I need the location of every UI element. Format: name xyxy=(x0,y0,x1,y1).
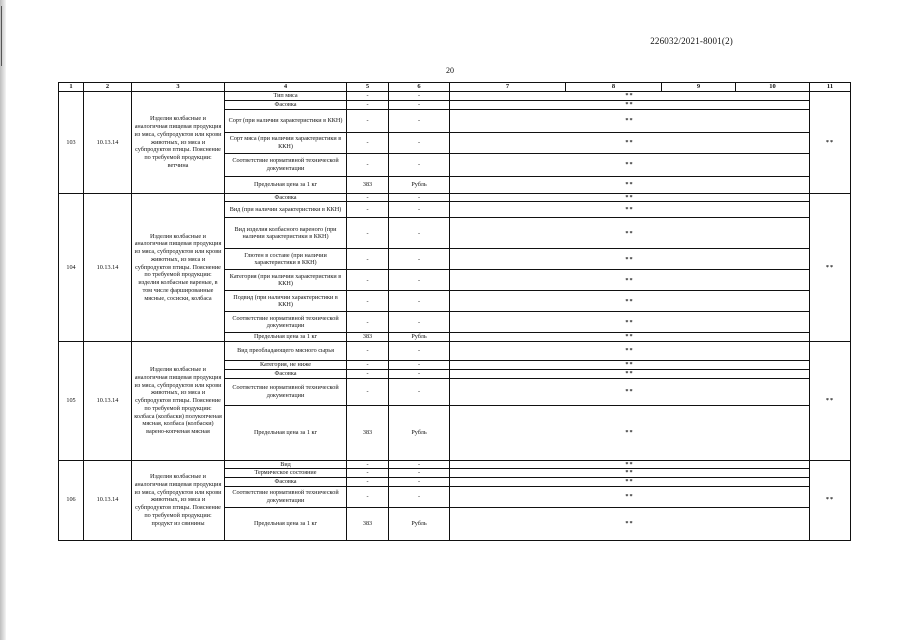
procurement-table xyxy=(58,82,851,541)
characteristic-name: Фасовка xyxy=(225,478,347,487)
col11-cell: ** xyxy=(810,460,851,540)
characteristic-value: - xyxy=(347,291,389,312)
okpd-code: 10.13.14 xyxy=(84,342,132,461)
merged-cols-7-10: ** xyxy=(450,369,810,378)
characteristic-name: Категория (при наличии характеристики в ККН) xyxy=(225,270,347,291)
unit-cell: - xyxy=(389,478,450,487)
characteristic-name: Термическое состояние xyxy=(225,469,347,478)
item-name: Изделия колбасные и аналогичная пищевая продукция из мяса, субпродуктов или крови животных, из мяса и субпродуктов птицы. Пояснение по требуемой продукции: продукт из свинины xyxy=(132,460,225,540)
characteristic-value: - xyxy=(347,469,389,478)
column-header: 4 xyxy=(225,83,347,92)
unit-cell: - xyxy=(389,291,450,312)
characteristic-name: Соответствие нормативной технической документации xyxy=(225,153,347,176)
page-number: 20 xyxy=(446,66,454,75)
column-header: 8 xyxy=(566,83,662,92)
merged-cols-7-10: ** xyxy=(450,333,810,342)
unit-cell: - xyxy=(389,100,450,109)
characteristic-value: - xyxy=(347,218,389,249)
unit-cell: - xyxy=(389,361,450,370)
item-name: Изделия колбасные и аналогичная пищевая продукция из мяса, субпродуктов или крови животных, из мяса и субпродуктов птицы. Пояснение по требуемой продукции: ветчина xyxy=(132,92,225,194)
merged-cols-7-10: ** xyxy=(450,92,810,101)
unit-cell: Рубль xyxy=(389,405,450,460)
characteristic-value: - xyxy=(347,249,389,270)
unit-cell: - xyxy=(389,202,450,218)
unit-cell: - xyxy=(389,193,450,202)
merged-cols-7-10: ** xyxy=(450,469,810,478)
unit-cell: - xyxy=(389,92,450,101)
characteristic-name: Вид изделия колбасного вареного (при наличии характеристики в ККН) xyxy=(225,218,347,249)
merged-cols-7-10: ** xyxy=(450,478,810,487)
characteristic-value: - xyxy=(347,202,389,218)
characteristic-value: - xyxy=(347,132,389,153)
merged-cols-7-10: ** xyxy=(450,193,810,202)
unit-cell: Рубль xyxy=(389,176,450,193)
merged-cols-7-10: ** xyxy=(450,153,810,176)
merged-cols-7-10: ** xyxy=(450,405,810,460)
table-row xyxy=(59,342,851,361)
characteristic-value: - xyxy=(347,109,389,132)
characteristic-name: Вид преобладающего мясного сырья xyxy=(225,342,347,361)
column-header: 5 xyxy=(347,83,389,92)
scan-edge xyxy=(0,0,6,640)
characteristic-name: Тип мяса xyxy=(225,92,347,101)
characteristic-name: Сорт мяса (при наличии характеристики в ККН) xyxy=(225,132,347,153)
characteristic-name: Фасовка xyxy=(225,100,347,109)
unit-cell: - xyxy=(389,218,450,249)
unit-cell: Рубль xyxy=(389,507,450,540)
characteristic-name: Сорт (при наличии характеристики в ККН) xyxy=(225,109,347,132)
column-header: 11 xyxy=(810,83,851,92)
merged-cols-7-10: ** xyxy=(450,100,810,109)
unit-cell: Рубль xyxy=(389,333,450,342)
unit-cell: - xyxy=(389,342,450,361)
column-header: 6 xyxy=(389,83,450,92)
merged-cols-7-10: ** xyxy=(450,460,810,469)
unit-cell: - xyxy=(389,486,450,507)
unit-cell: - xyxy=(389,132,450,153)
merged-cols-7-10: ** xyxy=(450,486,810,507)
document-number: 226032/2021-8001(2) xyxy=(650,36,733,46)
table-row xyxy=(59,193,851,202)
characteristic-value: - xyxy=(347,342,389,361)
item-name: Изделия колбасные и аналогичная пищевая продукция из мяса, субпродуктов или крови животных, из мяса и субпродуктов птицы. Пояснение по требуемой продукции: изделия колбасные вареные, в том числе фаршированные мясные, сосиски, колбаса xyxy=(132,193,225,342)
characteristic-value: - xyxy=(347,153,389,176)
characteristic-value: - xyxy=(347,193,389,202)
characteristic-name: Соответствие нормативной технической документации xyxy=(225,486,347,507)
merged-cols-7-10: ** xyxy=(450,342,810,361)
characteristic-value: 383 xyxy=(347,333,389,342)
unit-cell: - xyxy=(389,109,450,132)
unit-cell: - xyxy=(389,153,450,176)
characteristic-value: - xyxy=(347,478,389,487)
header-row xyxy=(59,83,851,92)
characteristic-value: - xyxy=(347,369,389,378)
characteristic-name: Глютен в составе (при наличии характеристики в ККН) xyxy=(225,249,347,270)
characteristic-value: 383 xyxy=(347,507,389,540)
characteristic-value: - xyxy=(347,460,389,469)
merged-cols-7-10: ** xyxy=(450,507,810,540)
characteristic-name: Фасовка xyxy=(225,193,347,202)
unit-cell: - xyxy=(389,369,450,378)
merged-cols-7-10: ** xyxy=(450,378,810,405)
okpd-code: 10.13.14 xyxy=(84,92,132,194)
characteristic-value: - xyxy=(347,100,389,109)
item-number: 106 xyxy=(59,460,84,540)
table-row xyxy=(59,460,851,469)
col11-cell: ** xyxy=(810,193,851,342)
merged-cols-7-10: ** xyxy=(450,270,810,291)
merged-cols-7-10: ** xyxy=(450,132,810,153)
characteristic-name: Вид (при наличии характеристики в ККН) xyxy=(225,202,347,218)
merged-cols-7-10: ** xyxy=(450,109,810,132)
item-number: 105 xyxy=(59,342,84,461)
column-header: 7 xyxy=(450,83,566,92)
column-header: 1 xyxy=(59,83,84,92)
table-row xyxy=(59,92,851,101)
column-header: 9 xyxy=(662,83,736,92)
characteristic-value: - xyxy=(347,486,389,507)
characteristic-value: - xyxy=(347,361,389,370)
characteristic-name: Соответствие нормативной технической документации xyxy=(225,378,347,405)
merged-cols-7-10: ** xyxy=(450,202,810,218)
column-header: 10 xyxy=(736,83,810,92)
characteristic-name: Категория, не ниже xyxy=(225,361,347,370)
characteristic-value: 383 xyxy=(347,405,389,460)
okpd-code: 10.13.14 xyxy=(84,193,132,342)
col11-cell: ** xyxy=(810,92,851,194)
unit-cell: - xyxy=(389,249,450,270)
characteristic-name: Вид xyxy=(225,460,347,469)
merged-cols-7-10: ** xyxy=(450,291,810,312)
characteristic-value: - xyxy=(347,270,389,291)
item-name: Изделия колбасные и аналогичная пищевая продукция из мяса, субпродуктов или крови животных, из мяса и субпродуктов птицы. Пояснение по требуемой продукции: колбаса (колбаски) полукопченая мясная, колбаса (колбаски) варено-копченая мясная xyxy=(132,342,225,461)
characteristic-name: Предельная цена за 1 кг xyxy=(225,405,347,460)
merged-cols-7-10: ** xyxy=(450,361,810,370)
characteristic-name: Предельная цена за 1 кг xyxy=(225,176,347,193)
unit-cell: - xyxy=(389,460,450,469)
merged-cols-7-10: ** xyxy=(450,249,810,270)
merged-cols-7-10: ** xyxy=(450,218,810,249)
characteristic-name: Предельная цена за 1 кг xyxy=(225,507,347,540)
characteristic-name: Подвид (при наличии характеристики в ККН) xyxy=(225,291,347,312)
characteristic-name: Соответствие нормативной технической документации xyxy=(225,312,347,333)
column-header: 3 xyxy=(132,83,225,92)
characteristic-value: - xyxy=(347,92,389,101)
characteristic-value: - xyxy=(347,312,389,333)
unit-cell: - xyxy=(389,469,450,478)
column-header: 2 xyxy=(84,83,132,92)
merged-cols-7-10: ** xyxy=(450,312,810,333)
okpd-code: 10.13.14 xyxy=(84,460,132,540)
characteristic-name: Предельная цена за 1 кг xyxy=(225,333,347,342)
characteristic-name: Фасовка xyxy=(225,369,347,378)
unit-cell: - xyxy=(389,312,450,333)
item-number: 103 xyxy=(59,92,84,194)
characteristic-value: - xyxy=(347,378,389,405)
col11-cell: ** xyxy=(810,342,851,461)
item-number: 104 xyxy=(59,193,84,342)
unit-cell: - xyxy=(389,270,450,291)
characteristic-value: 383 xyxy=(347,176,389,193)
merged-cols-7-10: ** xyxy=(450,176,810,193)
unit-cell: - xyxy=(389,378,450,405)
